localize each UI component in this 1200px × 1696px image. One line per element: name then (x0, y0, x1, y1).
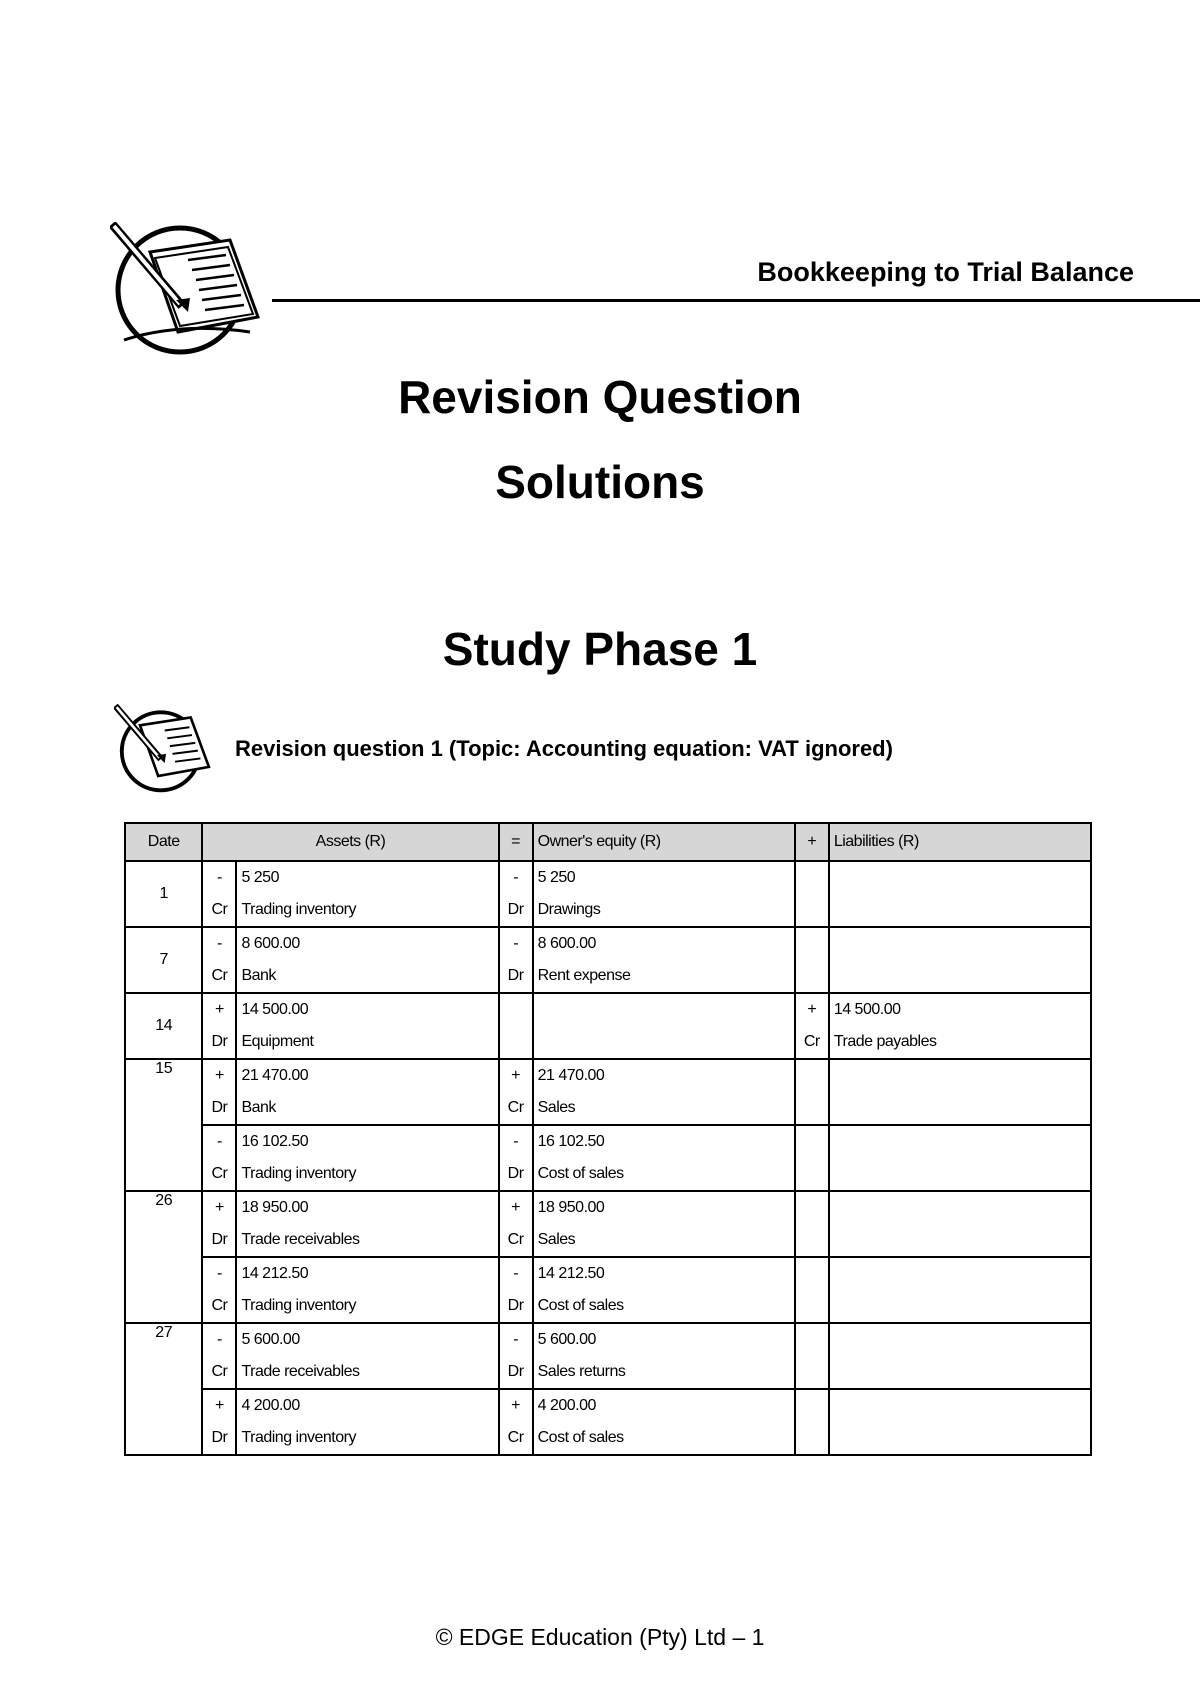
header-assets: Assets (R) (202, 823, 498, 861)
assets-account: Trading inventory (236, 1158, 498, 1191)
equity-account: Cost of sales (533, 1290, 795, 1323)
equity-side (499, 1026, 533, 1059)
assets-sign: + (202, 1191, 236, 1224)
liabilities-amount (829, 1389, 1091, 1422)
assets-sign: - (202, 861, 236, 894)
table-row (125, 1422, 1091, 1455)
table-row (125, 1059, 1091, 1092)
assets-amount: 18 950.00 (236, 1191, 498, 1224)
liabilities-sign (795, 1257, 829, 1290)
assets-side: Cr (202, 894, 236, 927)
table-row (125, 1125, 1091, 1158)
table-header-row (125, 823, 1091, 861)
assets-sign: - (202, 1323, 236, 1356)
liabilities-sign (795, 861, 829, 894)
liabilities-side: Cr (795, 1026, 829, 1059)
assets-amount: 4 200.00 (236, 1389, 498, 1422)
assets-amount: 14 500.00 (236, 993, 498, 1026)
equity-account: Drawings (533, 894, 795, 927)
equity-amount: 18 950.00 (533, 1191, 795, 1224)
assets-amount: 5 250 (236, 861, 498, 894)
equity-sign: + (499, 1191, 533, 1224)
assets-side: Cr (202, 1158, 236, 1191)
table-row (125, 1257, 1091, 1290)
equity-amount: 21 470.00 (533, 1059, 795, 1092)
liabilities-amount (829, 1191, 1091, 1224)
liabilities-account (829, 894, 1091, 927)
assets-account: Trading inventory (236, 1422, 498, 1455)
header-equals-sign: = (499, 823, 533, 861)
equity-account: Sales returns (533, 1356, 795, 1389)
header-plus-sign: + (795, 823, 829, 861)
header-title: Bookkeeping to Trial Balance (757, 257, 1134, 287)
equity-sign: - (499, 927, 533, 960)
table-row (125, 1026, 1091, 1059)
table-row (125, 1290, 1091, 1323)
equity-amount: 5 600.00 (533, 1323, 795, 1356)
liabilities-amount (829, 1125, 1091, 1158)
assets-amount: 8 600.00 (236, 927, 498, 960)
table-row (125, 894, 1091, 927)
book-and-pen-icon (110, 222, 270, 362)
liabilities-side (795, 1224, 829, 1257)
page-footer: © EDGE Education (Pty) Ltd – 1 (435, 1624, 765, 1650)
assets-amount: 5 600.00 (236, 1323, 498, 1356)
equity-account: Cost of sales (533, 1422, 795, 1455)
header-rule (272, 299, 1200, 302)
date-cell: 1 (125, 861, 202, 927)
liabilities-account (829, 1158, 1091, 1191)
liabilities-sign (795, 1191, 829, 1224)
date-cell: 26 (125, 1191, 202, 1323)
study-phase-heading: Study Phase 1 (442, 623, 758, 675)
accounting-equation-table (124, 822, 1092, 1456)
assets-account: Trading inventory (236, 894, 498, 927)
table-row (125, 1224, 1091, 1257)
equity-side: Dr (499, 1290, 533, 1323)
equity-sign (499, 993, 533, 1026)
table-row (125, 861, 1091, 894)
equity-account (533, 1026, 795, 1059)
table-row (125, 1092, 1091, 1125)
assets-sign: + (202, 1389, 236, 1422)
table-row (125, 927, 1091, 960)
liabilities-sign (795, 1389, 829, 1422)
table-row (125, 1389, 1091, 1422)
assets-side: Cr (202, 1290, 236, 1323)
equity-sign: - (499, 1323, 533, 1356)
page-title-line-2: Solutions (495, 456, 705, 508)
liabilities-amount (829, 1323, 1091, 1356)
assets-account: Trading inventory (236, 1290, 498, 1323)
header-date: Date (125, 823, 202, 861)
equity-sign: - (499, 1257, 533, 1290)
liabilities-sign (795, 927, 829, 960)
equity-side: Dr (499, 960, 533, 993)
assets-account: Trade receivables (236, 1224, 498, 1257)
date-cell: 27 (125, 1323, 202, 1455)
equity-amount: 8 600.00 (533, 927, 795, 960)
equity-sign: - (499, 1125, 533, 1158)
assets-account: Bank (236, 960, 498, 993)
equity-amount (533, 993, 795, 1026)
date-cell: 14 (125, 993, 202, 1059)
equity-side: Dr (499, 1158, 533, 1191)
page-title-line-1: Revision Question (398, 371, 802, 423)
table-row (125, 1356, 1091, 1389)
assets-side: Dr (202, 1026, 236, 1059)
equity-amount: 5 250 (533, 861, 795, 894)
table-row (125, 1323, 1091, 1356)
liabilities-side (795, 1158, 829, 1191)
liabilities-account (829, 1356, 1091, 1389)
equity-side: Cr (499, 1092, 533, 1125)
assets-sign: + (202, 1059, 236, 1092)
date-cell: 15 (125, 1059, 202, 1191)
equity-account: Sales (533, 1224, 795, 1257)
table-row (125, 1191, 1091, 1224)
liabilities-amount (829, 861, 1091, 894)
equity-sign: - (499, 861, 533, 894)
liabilities-sign: + (795, 993, 829, 1026)
assets-account: Trade receivables (236, 1356, 498, 1389)
table-row (125, 960, 1091, 993)
equity-amount: 16 102.50 (533, 1125, 795, 1158)
table-row (125, 1158, 1091, 1191)
assets-side: Dr (202, 1092, 236, 1125)
book-and-pen-icon (114, 704, 218, 796)
liabilities-side (795, 1356, 829, 1389)
liabilities-account (829, 1422, 1091, 1455)
equity-side: Cr (499, 1422, 533, 1455)
equity-side: Dr (499, 1356, 533, 1389)
equity-amount: 14 212.50 (533, 1257, 795, 1290)
equity-account: Sales (533, 1092, 795, 1125)
assets-side: Cr (202, 960, 236, 993)
assets-amount: 21 470.00 (236, 1059, 498, 1092)
equity-sign: + (499, 1059, 533, 1092)
liabilities-side (795, 1092, 829, 1125)
liabilities-sign (795, 1323, 829, 1356)
equity-side: Cr (499, 1224, 533, 1257)
liabilities-side (795, 1290, 829, 1323)
equity-sign: + (499, 1389, 533, 1422)
liabilities-account (829, 1092, 1091, 1125)
equity-account: Cost of sales (533, 1158, 795, 1191)
liabilities-side (795, 1422, 829, 1455)
assets-account: Bank (236, 1092, 498, 1125)
equity-account: Rent expense (533, 960, 795, 993)
liabilities-amount: 14 500.00 (829, 993, 1091, 1026)
liabilities-sign (795, 1059, 829, 1092)
liabilities-account (829, 1224, 1091, 1257)
equity-side: Dr (499, 894, 533, 927)
liabilities-account (829, 960, 1091, 993)
assets-amount: 16 102.50 (236, 1125, 498, 1158)
table-row (125, 993, 1091, 1026)
liabilities-account: Trade payables (829, 1026, 1091, 1059)
date-cell: 7 (125, 927, 202, 993)
assets-sign: - (202, 1257, 236, 1290)
assets-side: Dr (202, 1422, 236, 1455)
liabilities-amount (829, 1257, 1091, 1290)
equity-amount: 4 200.00 (533, 1389, 795, 1422)
liabilities-amount (829, 927, 1091, 960)
assets-amount: 14 212.50 (236, 1257, 498, 1290)
liabilities-amount (829, 1059, 1091, 1092)
assets-side: Cr (202, 1356, 236, 1389)
header-owners-equity: Owner's equity (R) (533, 823, 795, 861)
assets-sign: + (202, 993, 236, 1026)
liabilities-side (795, 960, 829, 993)
assets-sign: - (202, 1125, 236, 1158)
assets-sign: - (202, 927, 236, 960)
liabilities-side (795, 894, 829, 927)
assets-side: Dr (202, 1224, 236, 1257)
liabilities-sign (795, 1125, 829, 1158)
header-liabilities: Liabilities (R) (829, 823, 1091, 861)
question-heading: Revision question 1 (Topic: Accounting equation: VAT ignored) (235, 736, 893, 761)
assets-account: Equipment (236, 1026, 498, 1059)
liabilities-account (829, 1290, 1091, 1323)
